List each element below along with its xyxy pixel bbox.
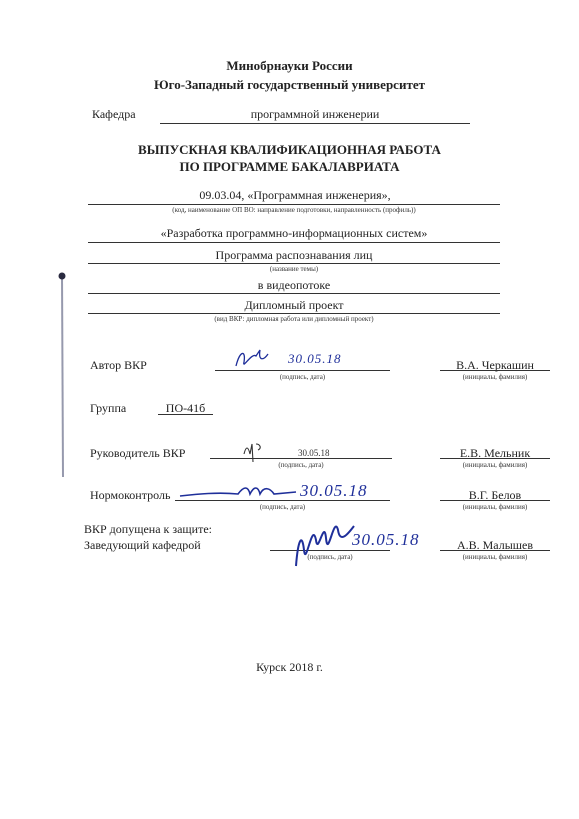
head-name-caption: (инициалы, фамилия) [462,553,528,561]
program-code: 09.03.04, «Программная инженерия», [199,188,391,202]
supervisor-name-caption: (инициалы, фамилия) [462,461,528,469]
head-name-line [440,550,550,551]
normcontrol-signature [178,482,298,504]
normcontrol-sign-date: 30.05.18 [300,481,368,500]
normcontrol-name-caption: (инициалы, фамилия) [462,503,528,511]
supervisor-sign-date: 30.05.18 [298,448,330,458]
author-role: Автор ВКР [90,358,147,372]
author-name: В.А. Черкашин [456,358,534,372]
group-underline [158,414,213,415]
city-year: Курск 2018 г. [256,660,323,674]
supervisor-signature [240,436,270,466]
topic-line2: в видеопотоке [257,278,331,292]
group-value: ПО-41б [165,401,206,415]
work-type-line2: ПО ПРОГРАММЕ БАКАЛАВРИАТА [179,159,400,174]
group-label: Группа [90,401,127,415]
program-caption: (код, наименование ОП ВО: направление подготовки, направленность (профиль)) [172,206,416,214]
supervisor-role: Руководитель ВКР [90,446,186,460]
head-sign-date: 30.05.18 [352,530,420,549]
author-sign-caption: (подпись, дата) [279,373,326,381]
kind-underline [88,313,500,314]
margin-pen-mark [50,262,80,492]
defense-admission-text: ВКР допущена к защите: [84,522,212,536]
head-name: А.В. Малышев [456,538,534,552]
head-sign-caption: (подпись, дата) [307,553,353,561]
supervisor-name-line [440,458,550,459]
department-label: Кафедра [92,107,136,121]
head-role: Заведующий кафедрой [84,538,201,552]
supervisor-sign-line [210,458,392,459]
supervisor-sign-caption: (подпись, дата) [278,461,324,469]
normcontrol-name-line [440,500,550,501]
profile-underline [88,242,500,243]
topic-line1: Программа распознавания лиц [215,248,373,262]
normcontrol-role: Нормоконтроль [90,488,171,502]
head-signature [290,510,360,574]
topic-underline2 [88,293,500,294]
author-name-line [440,370,550,371]
topic-underline1 [88,263,500,264]
work-type-line1: ВЫПУСКНАЯ КВАЛИФИКАЦИОННАЯ РАБОТА [138,142,441,157]
program-profile: «Разработка программно-информационных систем» [160,226,428,240]
work-kind: Дипломный проект [244,298,344,312]
author-sign-date: 30.05.18 [288,351,342,366]
program-underline [88,204,500,205]
topic-caption: (название темы) [269,265,319,273]
department-underline [160,123,470,124]
normcontrol-sign-caption: (подпись, дата) [259,503,306,511]
author-signature [230,346,280,372]
university-name: Юго-Западный государственный университет [154,77,425,92]
supervisor-name: Е.В. Мельник [459,446,531,460]
ministry-name: Минобрнауки России [226,58,353,73]
normcontrol-name: В.Г. Белов [468,488,522,502]
author-name-caption: (инициалы, фамилия) [462,373,528,381]
kind-caption: (вид ВКР: дипломная работа или дипломный проект) [214,315,374,323]
department-value: программной инженерии [250,107,380,121]
